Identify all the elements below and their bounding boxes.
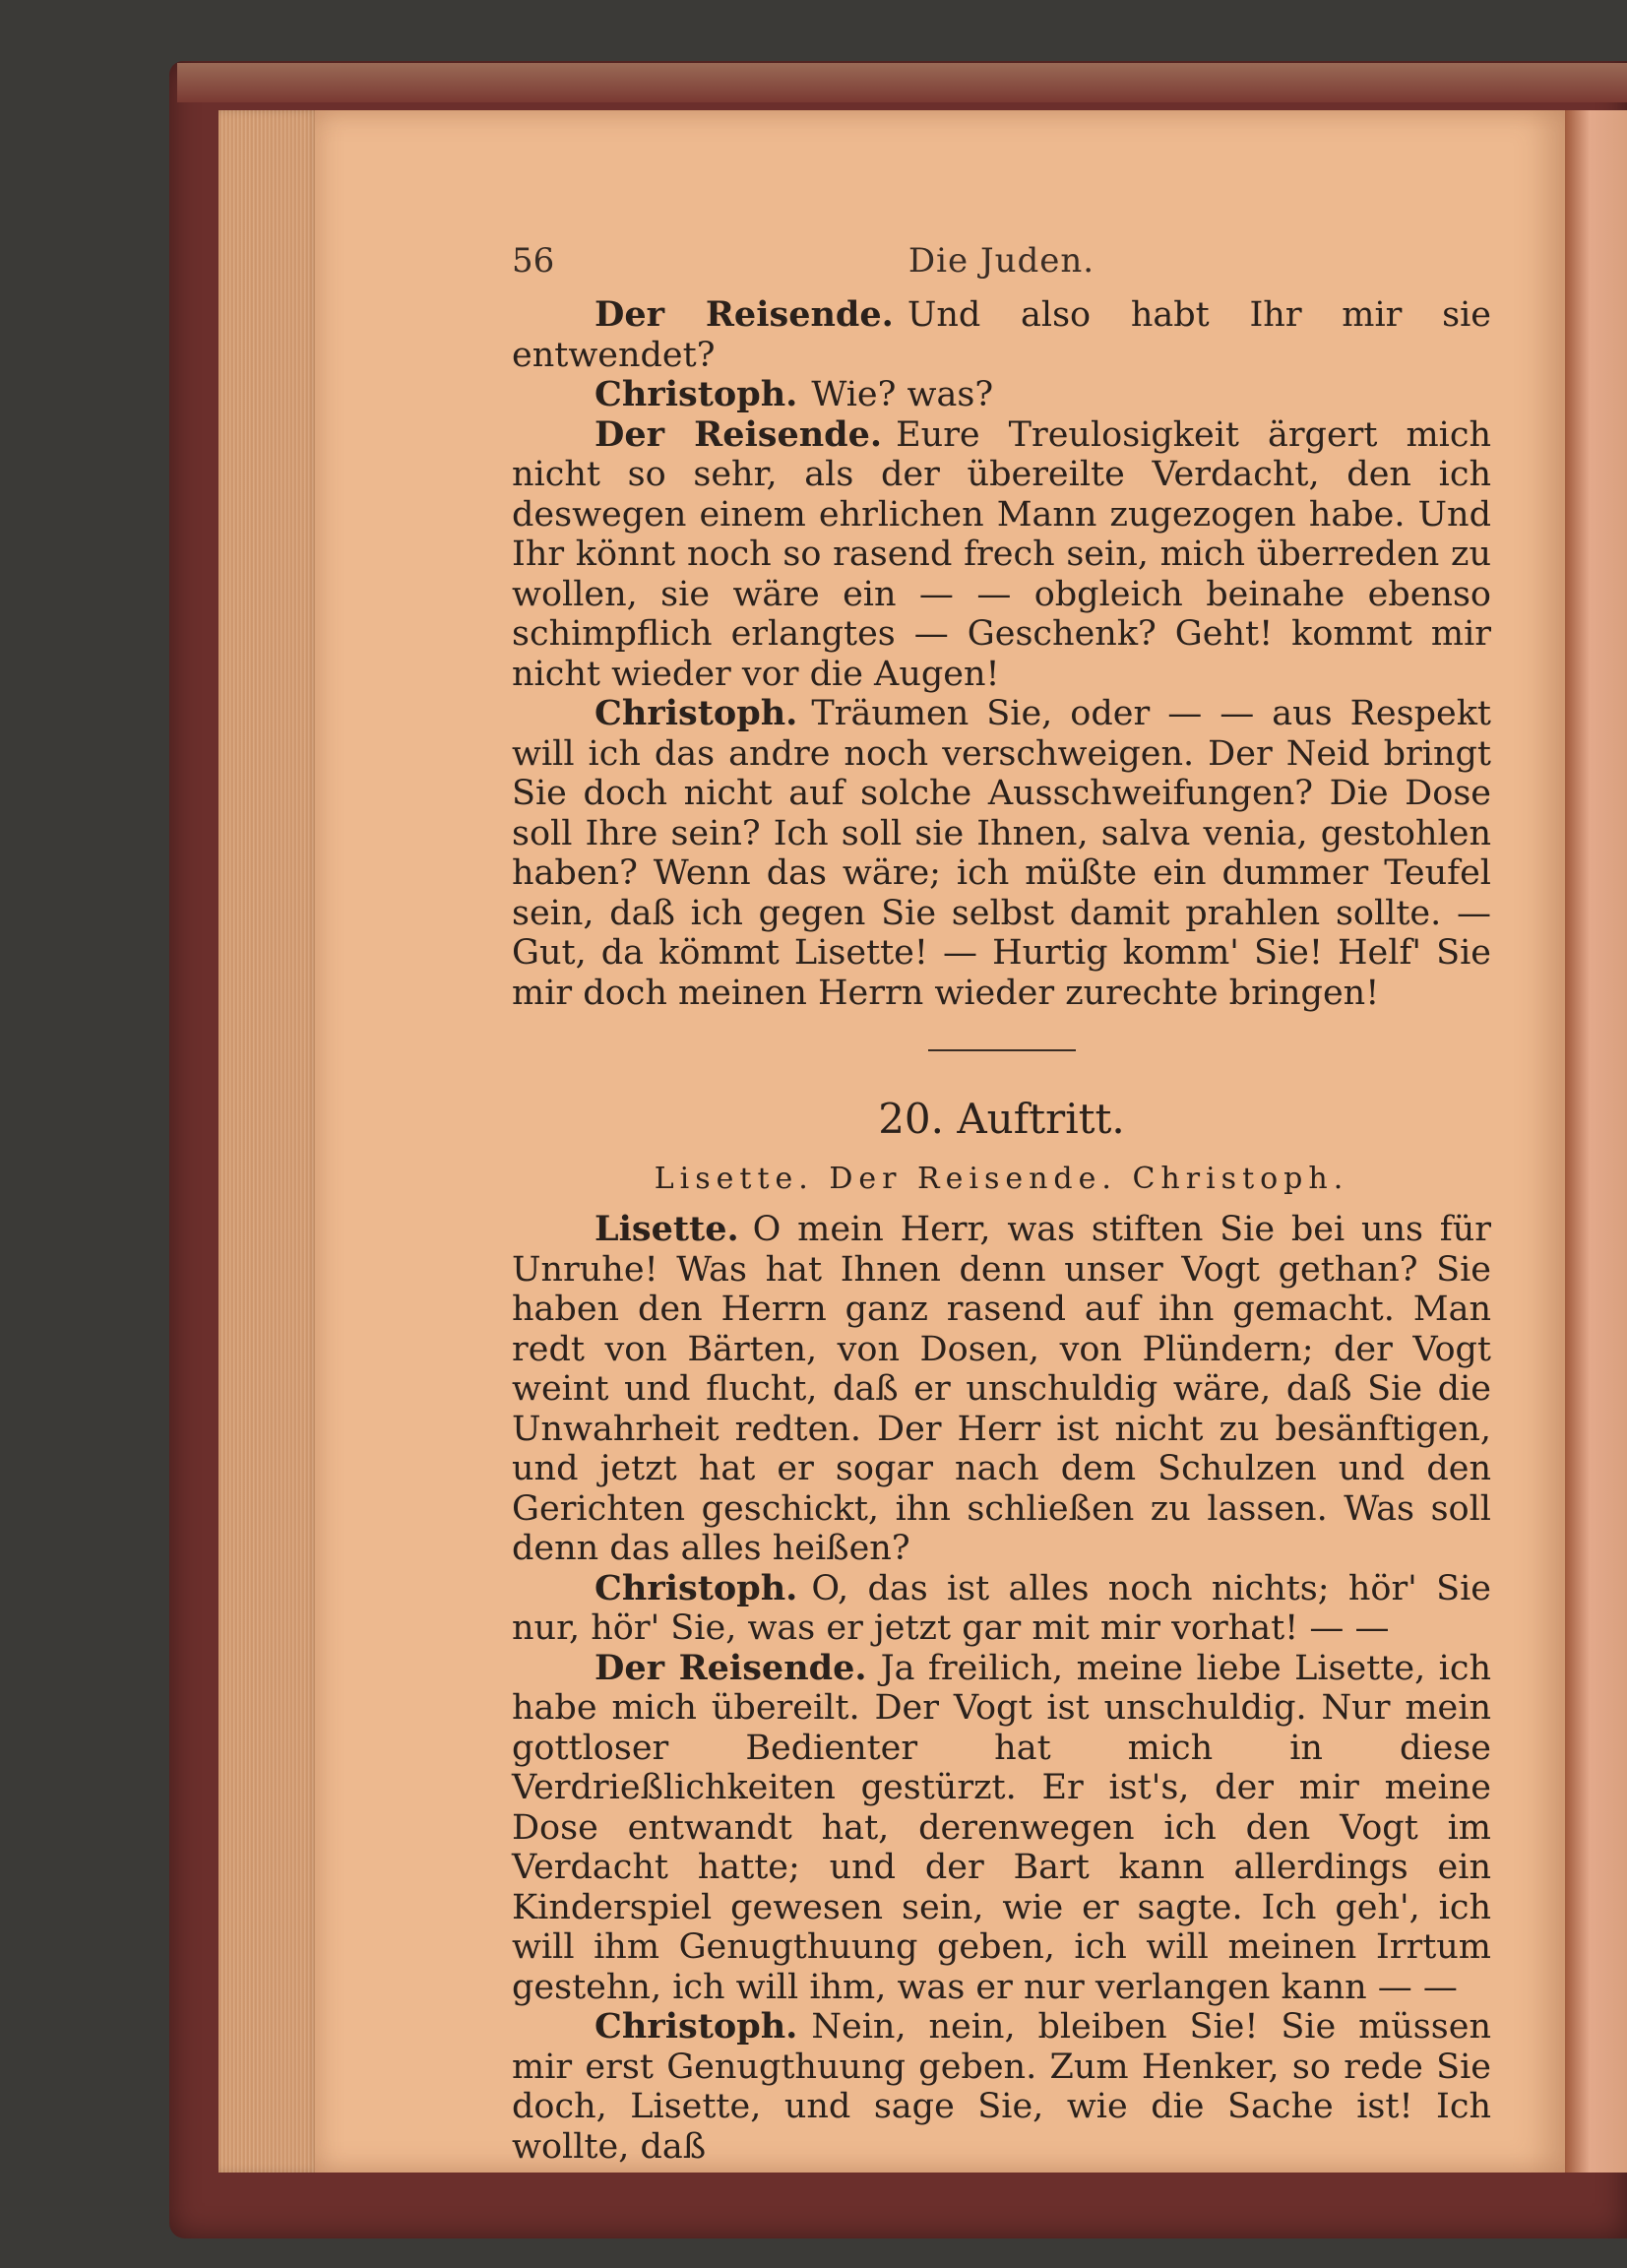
facing-page-edge xyxy=(1565,110,1627,2173)
scene-cast: Lisette. Der Reisende. Christoph. xyxy=(654,1162,1349,1196)
dialogue-line xyxy=(512,694,1491,1013)
dialogue-line xyxy=(512,1210,1491,1569)
dialogue-line xyxy=(512,1649,1491,2008)
speaker-name: Christoph. xyxy=(594,1567,798,1608)
speaker-name: Der Reisende. xyxy=(594,1647,867,1688)
page-edges xyxy=(219,110,322,2173)
dialogue-line xyxy=(512,1569,1491,1649)
dialogue-text: O mein Herr, was stiften Sie bei uns für Unruhe! Was hat Ihnen denn unser Vogt gethan? Sie haben den Herrn ganz rasend auf ihn gemacht. Man redt von Bärten, von Dosen, von Plündern; der Vogt weint und flucht, daß er unschuldig wäre, daß Sie die Unwahrheit redten. Der Herr ist nicht zu besänftigen, und jetzt hat er sogar nach dem Schulzen und den Gerichten geschickt, ihn schließen zu lassen. Was soll denn das alles heißen? xyxy=(512,1210,1491,1568)
dialogue-line xyxy=(512,375,1491,415)
running-head xyxy=(512,241,1491,281)
dialogue-text: Ja freilich, meine liebe Lisette, ich habe mich übereilt. Der Vogt ist unschuldig. Nur mein gottloser Bedienter hat mich in diese Verdrießlichkeiten gestürzt. Er ist's, der mir meine Dose entwandt hat, derenwegen ich den Vogt im Verdacht hatte; und der Bart kann allerdings ein Kinderspiel gewesen sein, wie er sagte. Ich geh', ich will ihm Genugthuung geben, ich will meinen Irrtum gestehn, ich will ihm, was er nur verlangen kann — — xyxy=(512,1648,1491,2007)
dialogue-text: Eure Treulosigkeit ärgert mich nicht so sehr, als der übereilte Verdacht, den ich deswegen einem ehrlichen Mann zugezogen habe. Und Ihr könnt noch so rasend frech sein, mich überreden zu wollen, sie wäre ein — — obgleich beinahe ebenso schimpflich erlangtes — Geschenk? Geht! kommt mir nicht wieder vor die Augen! xyxy=(512,414,1491,694)
dialogue-line xyxy=(512,415,1491,695)
page-number: 56 xyxy=(512,241,555,281)
speaker-name: Christoph. xyxy=(594,374,798,414)
page-text xyxy=(512,295,1491,2167)
speaker-name: Der Reisende. xyxy=(594,413,883,455)
dialogue-text: Träumen Sie, oder — — aus Respekt will ich das andre noch verschweigen. Der Neid bringt Sie doch nicht auf solche Ausschweifungen? Die Dose soll Ihre sein? Ich soll sie Ihnen, salva venia, gestohlen haben? Wenn das wäre; ich müßte ein dummer Teufel sein, daß ich gegen Sie selbst damit prahlen sollte. — Gut, da kömmt Lisette! — Hurtig komm' Sie! Helf' Sie mir doch meinen Herrn wieder zurechte bringen! xyxy=(512,694,1491,1013)
speaker-name: Der Reisende. xyxy=(594,294,894,335)
running-title: Die Juden. xyxy=(907,241,1095,281)
dialogue-line xyxy=(512,2007,1491,2167)
dialogue-text: Und also habt Ihr mir sie entwendet? xyxy=(512,295,1492,375)
speaker-name: Christoph. xyxy=(594,693,798,733)
dialogue-text: O, das ist alles noch nichts; hör' Sie nur, hör' Sie, was er jetzt gar mit mir vorhat! — — xyxy=(512,1568,1491,1648)
scene-heading: 20. Auftritt. xyxy=(878,1095,1125,1143)
speaker-name: Lisette. xyxy=(594,1209,739,1249)
book-spine-top xyxy=(177,63,1627,102)
speaker-name: Christoph. xyxy=(594,2006,798,2047)
dialogue-text: Nein, nein, bleiben Sie! Sie müssen mir erst Genugthuung geben. Zum Henker, so rede Sie doch, Lisette, und sage Sie, wie die Sache ist! Ich wollte, daß xyxy=(512,2007,1491,2167)
dialogue-line xyxy=(512,295,1491,375)
section-divider xyxy=(928,1049,1076,1051)
dialogue-text: Wie? was? xyxy=(811,375,994,414)
